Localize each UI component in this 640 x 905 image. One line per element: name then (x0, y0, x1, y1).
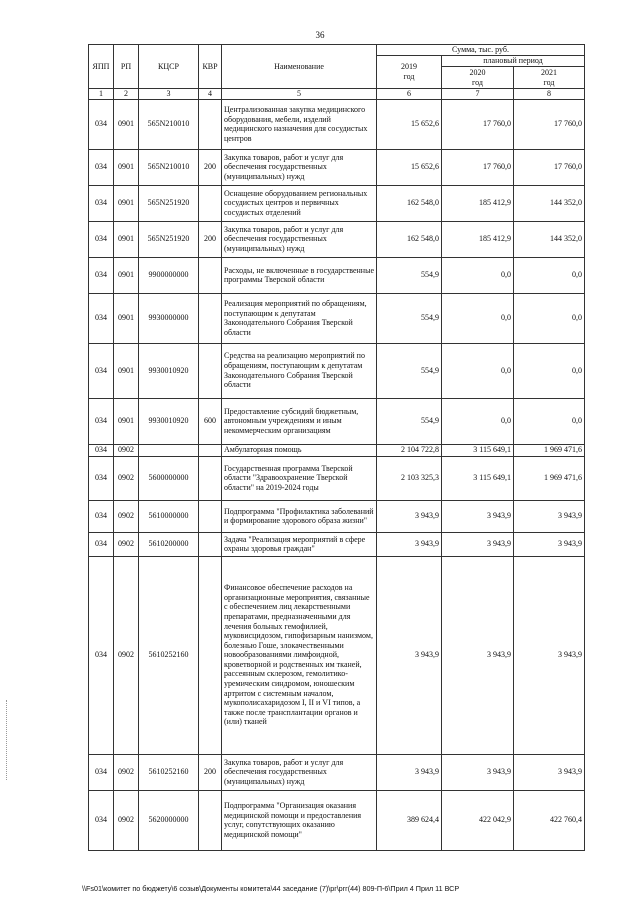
file-path-footer: \\Fs01\комитет по бюджету\6 созыв\Документы комитета\44 заседание (7)\pr\prг(44) 809-П-6\Прил 4 Прил 11 ВСР (82, 884, 460, 893)
cell-name: Предоставление субсидий бюджетным, автономным учреждениям и иным некоммерческим организациям (222, 398, 377, 444)
col-number-4: 4 (199, 89, 222, 100)
cell-rp: 0902 (114, 556, 139, 754)
cell-kvr: 200 (199, 754, 222, 790)
cell-kcsr (139, 444, 199, 456)
cell-2019: 554,9 (377, 398, 442, 444)
cell-kcsr: 5610252160 (139, 556, 199, 754)
cell-2020: 422 042,9 (442, 790, 514, 850)
col-rp-header: РП (114, 45, 139, 89)
cell-rp: 0901 (114, 343, 139, 398)
cell-2021: 0,0 (514, 398, 585, 444)
col-yapp-header: ЯПП (89, 45, 114, 89)
budget-table (88, 44, 585, 851)
cell-2020: 185 412,9 (442, 185, 514, 221)
col-kvr-header: КВР (199, 45, 222, 89)
cell-name: Закупка товаров, работ и услуг для обеспечения государственных (муниципальных) нужд (222, 754, 377, 790)
year-2021-number: 2021 (541, 67, 557, 77)
cell-rp: 0902 (114, 532, 139, 556)
sum-title-header: Сумма, тыс. руб. (377, 45, 585, 56)
col-number-5: 5 (222, 89, 377, 100)
table-row (89, 99, 585, 149)
cell-2019: 554,9 (377, 343, 442, 398)
cell-2019: 554,9 (377, 257, 442, 293)
cell-name: Государственная программа Тверской области "Здравоохранение Тверской области" на 2019-2024 годы (222, 456, 377, 500)
year-2019-header (377, 56, 442, 89)
cell-2021: 3 943,9 (514, 532, 585, 556)
cell-2020: 0,0 (442, 293, 514, 343)
plan-period-header: плановый период (442, 56, 585, 67)
table-row (89, 149, 585, 185)
cell-2020: 0,0 (442, 343, 514, 398)
cell-2019: 15 652,6 (377, 99, 442, 149)
cell-yapp: 034 (89, 343, 114, 398)
year-2020-label: год (472, 77, 483, 87)
cell-kvr (199, 532, 222, 556)
cell-rp: 0901 (114, 221, 139, 257)
cell-name: Амбулаторная помощь (222, 444, 377, 456)
col-number-7: 7 (442, 89, 514, 100)
cell-rp: 0902 (114, 790, 139, 850)
cell-yapp: 034 (89, 221, 114, 257)
cell-kcsr: 5610200000 (139, 532, 199, 556)
cell-2019: 162 548,0 (377, 221, 442, 257)
cell-yapp: 034 (89, 99, 114, 149)
table-row (89, 754, 585, 790)
cell-2019: 554,9 (377, 293, 442, 343)
cell-name: Закупка товаров, работ и услуг для обеспечения государственных (муниципальных) нужд (222, 149, 377, 185)
cell-2021: 0,0 (514, 257, 585, 293)
cell-kvr (199, 343, 222, 398)
cell-yapp: 034 (89, 444, 114, 456)
cell-2021: 3 943,9 (514, 500, 585, 532)
cell-rp: 0901 (114, 398, 139, 444)
cell-2019: 3 943,9 (377, 556, 442, 754)
table-row (89, 343, 585, 398)
cell-2020: 17 760,0 (442, 99, 514, 149)
cell-kcsr: 9900000000 (139, 257, 199, 293)
cell-2019: 3 943,9 (377, 500, 442, 532)
cell-kvr: 200 (199, 149, 222, 185)
cell-kvr: 600 (199, 398, 222, 444)
table-row (89, 185, 585, 221)
cell-2019: 3 943,9 (377, 532, 442, 556)
table-row (89, 456, 585, 500)
cell-kcsr: 5610252160 (139, 754, 199, 790)
cell-2020: 3 115 649,1 (442, 456, 514, 500)
cell-kcsr: 9930000000 (139, 293, 199, 343)
cell-kcsr: 5620000000 (139, 790, 199, 850)
cell-yapp: 034 (89, 398, 114, 444)
cell-yapp: 034 (89, 456, 114, 500)
cell-2021: 0,0 (514, 293, 585, 343)
cell-kcsr: 565N251920 (139, 185, 199, 221)
col-number-2: 2 (114, 89, 139, 100)
year-2020-header (442, 67, 514, 89)
cell-kvr (199, 185, 222, 221)
cell-rp: 0901 (114, 99, 139, 149)
cell-2021: 1 969 471,6 (514, 444, 585, 456)
table-row (89, 500, 585, 532)
cell-yapp: 034 (89, 556, 114, 754)
year-2020-number: 2020 (469, 67, 486, 77)
column-numbers-row (89, 89, 585, 100)
cell-rp: 0901 (114, 257, 139, 293)
cell-name: Подпрограмма "Организация оказания медицинской помощи и предоставления услуг, сопутствующих оказанию медицинской помощи" (222, 790, 377, 850)
cell-2020: 3 943,9 (442, 500, 514, 532)
cell-yapp: 034 (89, 149, 114, 185)
cell-kvr (199, 790, 222, 850)
cell-2020: 3 115 649,1 (442, 444, 514, 456)
cell-kcsr: 9930010920 (139, 343, 199, 398)
cell-2021: 0,0 (514, 343, 585, 398)
year-2019-label: год (403, 72, 415, 81)
cell-name: Расходы, не включенные в государственные программы Тверской области (222, 257, 377, 293)
cell-name: Средства на реализацию мероприятий по обращениям, поступающим к депутатам Законодательного Собрания Тверской области (222, 343, 377, 398)
table-body (89, 99, 585, 850)
year-2021-label: год (543, 77, 555, 87)
cell-rp: 0901 (114, 293, 139, 343)
cell-kcsr: 565N210010 (139, 149, 199, 185)
cell-name: Подпрограмма "Профилактика заболеваний и формирование здорового образа жизни" (222, 500, 377, 532)
cell-kvr (199, 556, 222, 754)
cell-2019: 3 943,9 (377, 754, 442, 790)
cell-kvr (199, 444, 222, 456)
table-header (89, 45, 585, 100)
cell-2021: 144 352,0 (514, 221, 585, 257)
cell-yapp: 034 (89, 293, 114, 343)
col-number-1: 1 (89, 89, 114, 100)
cell-2021: 17 760,0 (514, 149, 585, 185)
cell-2021: 3 943,9 (514, 754, 585, 790)
col-number-3: 3 (139, 89, 199, 100)
col-number-6: 6 (377, 89, 442, 100)
cell-name: Финансовое обеспечение расходов на организационные мероприятия, связанные с обеспечением лиц лекарственными препаратами, предназначенными для лечения больных гемофилией, муковисцидозом, гипофизарным нанизмом, болезнью Гоше, злокачественными новообразованиями лимфоидной, кроветворной и родственных им тканей, рассеянным склерозом, гемолитико-уремическим синдромом, юношеским артритом с системным началом, мукополисахаридозом I, II и VI типов, а также после трансплантации органов и (или) тканей (222, 556, 377, 754)
col-name-header: Наименование (222, 45, 377, 89)
cell-2019: 15 652,6 (377, 149, 442, 185)
cell-yapp: 034 (89, 754, 114, 790)
table-row (89, 556, 585, 754)
cell-2020: 17 760,0 (442, 149, 514, 185)
cell-2020: 0,0 (442, 257, 514, 293)
table-row (89, 444, 585, 456)
table-row (89, 293, 585, 343)
cell-kcsr: 5600000000 (139, 456, 199, 500)
cell-2019: 162 548,0 (377, 185, 442, 221)
table-row (89, 221, 585, 257)
table-row (89, 532, 585, 556)
cell-kvr (199, 456, 222, 500)
table-row (89, 257, 585, 293)
cell-2021: 1 969 471,6 (514, 456, 585, 500)
cell-2019: 2 103 325,3 (377, 456, 442, 500)
cell-name: Закупка товаров, работ и услуг для обеспечения государственных (муниципальных) нужд (222, 221, 377, 257)
cell-2021: 3 943,9 (514, 556, 585, 754)
cell-kvr (199, 257, 222, 293)
cell-yapp: 034 (89, 790, 114, 850)
page-number: 36 (315, 30, 325, 40)
cell-kvr (199, 500, 222, 532)
margin-mark (6, 700, 8, 780)
cell-rp: 0902 (114, 500, 139, 532)
cell-2020: 3 943,9 (442, 532, 514, 556)
cell-rp: 0902 (114, 456, 139, 500)
cell-name: Задача "Реализация мероприятий в сфере охраны здоровья граждан" (222, 532, 377, 556)
cell-kvr: 200 (199, 221, 222, 257)
cell-rp: 0902 (114, 754, 139, 790)
cell-2019: 2 104 722,8 (377, 444, 442, 456)
cell-2021: 17 760,0 (514, 99, 585, 149)
table-row (89, 790, 585, 850)
cell-2020: 3 943,9 (442, 556, 514, 754)
cell-name: Оснащение оборудованием региональных сосудистых центров и первичных сосудистых отделений (222, 185, 377, 221)
cell-name: Централизованная закупка медицинского оборудования, мебели, изделий медицинского назначения для сосудистых центров (222, 99, 377, 149)
cell-rp: 0901 (114, 149, 139, 185)
cell-kvr (199, 99, 222, 149)
cell-rp: 0902 (114, 444, 139, 456)
year-2021-header (514, 67, 585, 89)
cell-yapp: 034 (89, 185, 114, 221)
cell-yapp: 034 (89, 532, 114, 556)
cell-name: Реализация мероприятий по обращениям, поступающим к депутатам Законодательного Собрания Тверской области (222, 293, 377, 343)
table-row (89, 398, 585, 444)
col-number-8: 8 (514, 89, 585, 100)
cell-kvr (199, 293, 222, 343)
cell-kcsr: 5610000000 (139, 500, 199, 532)
cell-2021: 422 760,4 (514, 790, 585, 850)
cell-2019: 389 624,4 (377, 790, 442, 850)
cell-2020: 0,0 (442, 398, 514, 444)
col-kcsr-header: КЦСР (139, 45, 199, 89)
cell-rp: 0901 (114, 185, 139, 221)
cell-yapp: 034 (89, 500, 114, 532)
cell-kcsr: 9930010920 (139, 398, 199, 444)
year-2019-number: 2019 (401, 62, 417, 72)
cell-2020: 3 943,9 (442, 754, 514, 790)
cell-2021: 144 352,0 (514, 185, 585, 221)
cell-yapp: 034 (89, 257, 114, 293)
cell-2020: 185 412,9 (442, 221, 514, 257)
cell-kcsr: 565N210010 (139, 99, 199, 149)
cell-kcsr: 565N251920 (139, 221, 199, 257)
